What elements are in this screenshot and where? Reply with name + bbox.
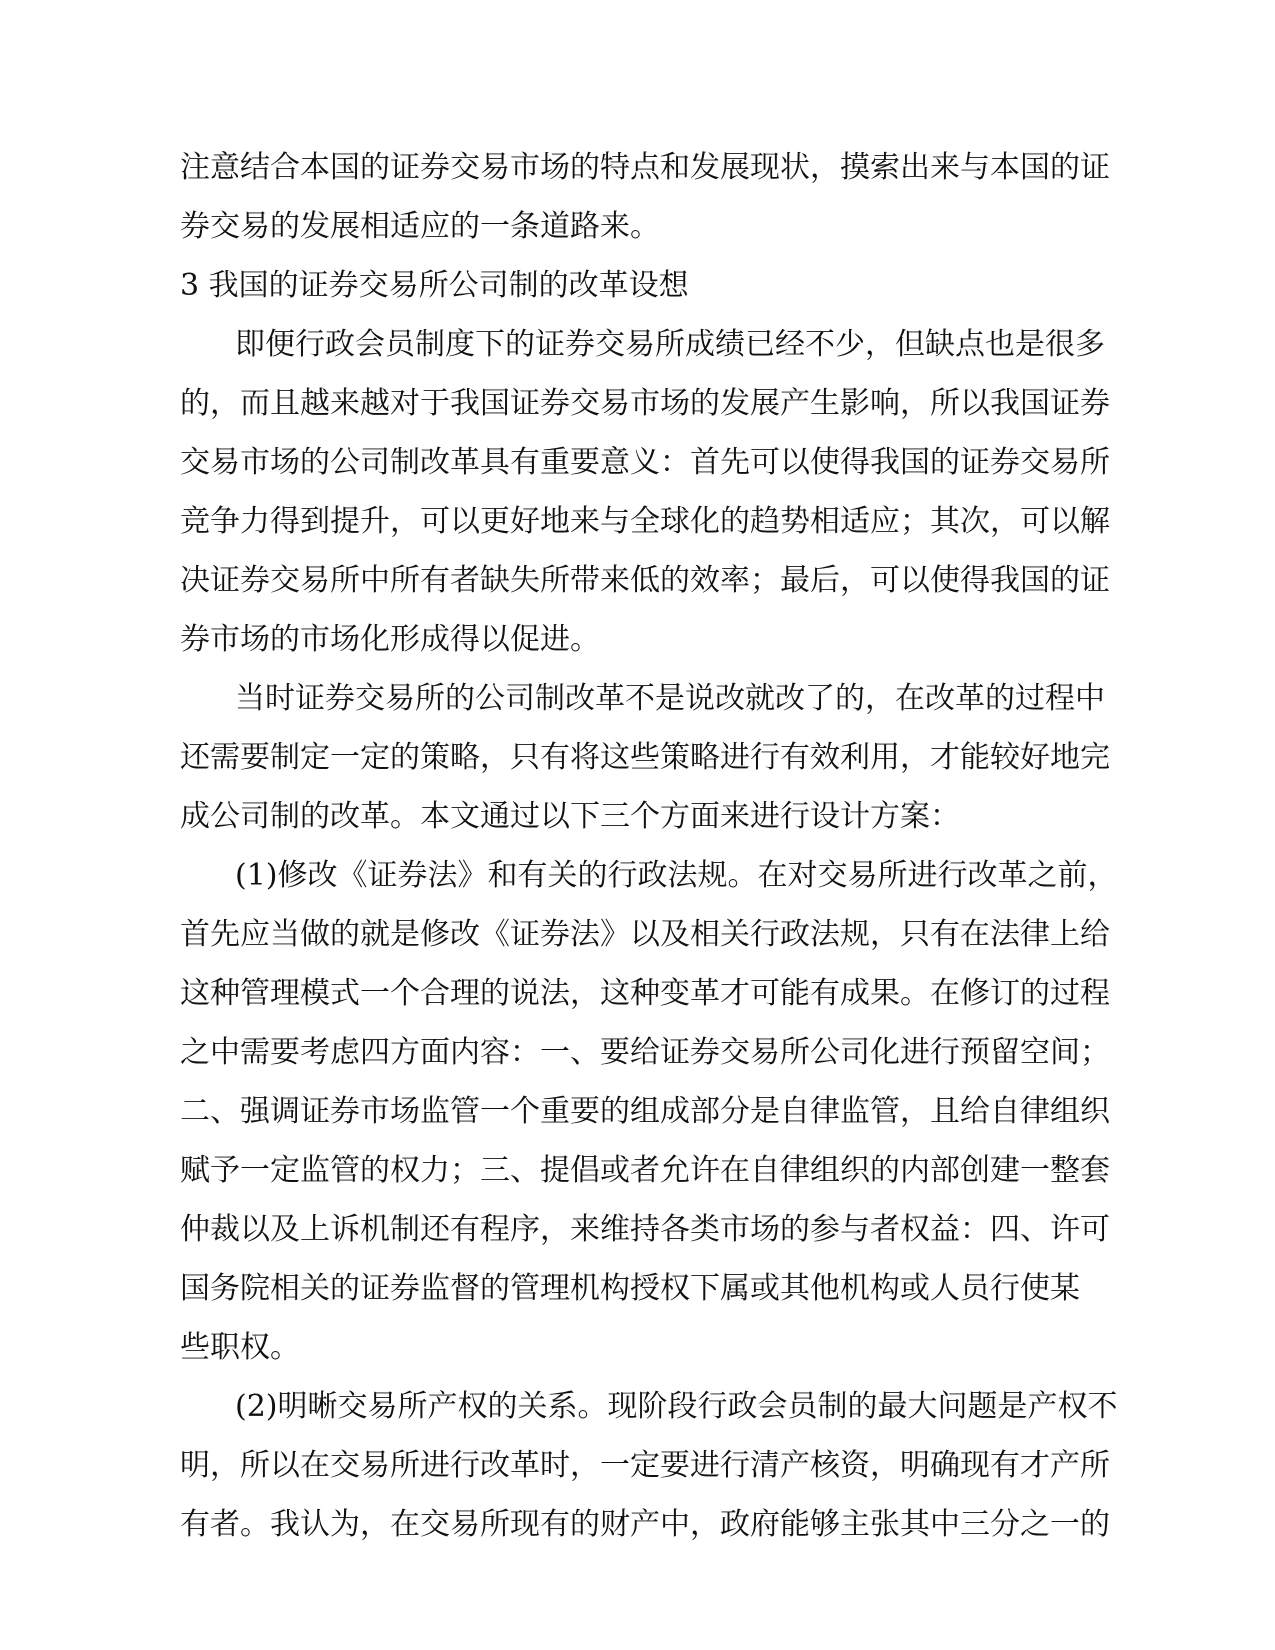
text-line: 国务院相关的证券监督的管理机构授权下属或其他机构或人员行使某: [180, 1271, 1080, 1306]
text-line: 竞争力得到提升，可以更好地来与全球化的趋势相适应；其次，可以解: [180, 504, 1110, 539]
text-line: 交易市场的公司制改革具有重要意义：首先可以使得我国的证券交易所: [180, 445, 1110, 480]
text-line: 明，所以在交易所进行改革时，一定要进行清产核资，明确现有才产所: [180, 1448, 1110, 1483]
text-line: 注意结合本国的证券交易市场的特点和发展现状，摸索出来与本国的证: [180, 150, 1110, 185]
text-line: 当时证券交易所的公司制改革不是说改就改了的，在改革的过程中: [235, 681, 1105, 716]
text-line: 还需要制定一定的策略，只有将这些策略进行有效利用，才能较好地完: [180, 740, 1110, 775]
text-line: 些职权。: [180, 1330, 300, 1365]
text-line: 赋予一定监管的权力；三、提倡或者允许在自律组织的内部创建一整套: [180, 1153, 1110, 1188]
text-line: 之中需要考虑四方面内容：一、要给证券交易所公司化进行预留空间；: [180, 1035, 1110, 1070]
text-line: 即便行政会员制度下的证券交易所成绩已经不少，但缺点也是很多: [235, 327, 1105, 362]
text-line: 仲裁以及上诉机制还有程序，来维持各类市场的参与者权益：四、许可: [180, 1212, 1110, 1247]
text-line: 有者。我认为，在交易所现有的财产中，政府能够主张其中三分之一的: [180, 1507, 1110, 1542]
text-line: 决证券交易所中所有者缺失所带来低的效率；最后，可以使得我国的证: [180, 563, 1110, 598]
text-line: 这种管理模式一个合理的说法，这种变革才可能有成果。在修订的过程: [180, 976, 1110, 1011]
section-heading: 3 我国的证券交易所公司制的改革设想: [180, 268, 689, 303]
text-line: (2)明晰交易所产权的关系。现阶段行政会员制的最大问题是产权不: [235, 1389, 1118, 1424]
document-page: [180, 138, 1118, 1554]
text-line: 首先应当做的就是修改《证券法》以及相关行政法规，只有在法律上给: [180, 917, 1110, 952]
text-line: (1)修改《证券法》和有关的行政法规。在对交易所进行改革之前，: [235, 858, 1118, 893]
text-line: 券市场的市场化形成得以促进。: [180, 622, 600, 657]
text-line: 成公司制的改革。本文通过以下三个方面来进行设计方案：: [180, 799, 960, 834]
text-line: 二、强调证券市场监管一个重要的组成部分是自律监管，且给自律组织: [180, 1094, 1110, 1129]
text-line: 的，而且越来越对于我国证券交易市场的发展产生影响，所以我国证券: [180, 386, 1110, 421]
text-line: 券交易的发展相适应的一条道路来。: [180, 209, 660, 244]
